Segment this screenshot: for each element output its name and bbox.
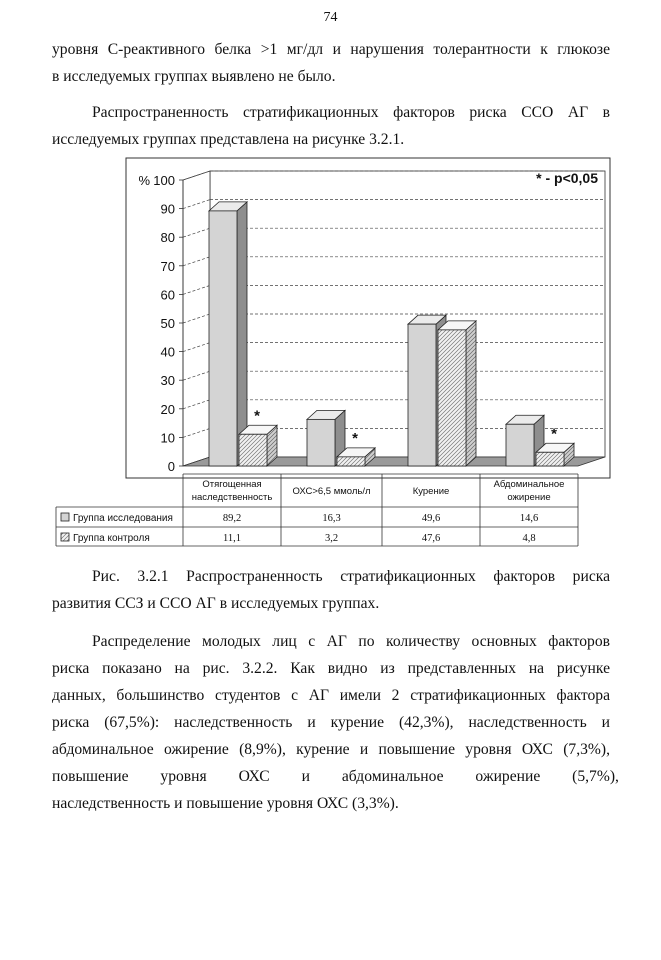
y-axis-unit-label: % <box>138 173 150 188</box>
category-label: Отягощенная <box>202 479 262 490</box>
text-line: абдоминальное ожирение (8,9%), курение и повышение уровня ОХС (7,3%), <box>52 741 610 758</box>
figure-caption <box>52 563 610 617</box>
text-line: исследуемых группах представлена на рисунке 3.2.1. <box>52 131 405 148</box>
bar-study <box>307 419 335 466</box>
y-tick-label: 90 <box>160 201 175 217</box>
legend-label: Группа контроля <box>73 533 150 544</box>
significance-star: * <box>551 425 557 443</box>
y-tick-label: 30 <box>160 373 175 389</box>
bar-control <box>536 452 564 466</box>
legend-swatch <box>61 513 69 521</box>
legend-label: Группа исследования <box>73 513 173 524</box>
text-line: риска (67,5%): наследственность и курение (42,3%), наследственность и <box>52 714 610 731</box>
significance-star: * <box>352 429 358 447</box>
bar-study <box>209 211 237 466</box>
bar-study-side <box>237 202 247 466</box>
text-line: наследственность и повышение уровня ОХС (3,3%). <box>52 795 399 812</box>
data-label: 16,3 <box>322 513 341 524</box>
category-label: ОХС>6,5 ммоль/л <box>292 486 371 497</box>
data-label: 3,2 <box>324 533 339 544</box>
page-number: 74 <box>323 10 338 25</box>
data-label: 47,6 <box>421 533 441 544</box>
text-line: повышение уровня ОХС и абдоминальное ожирение (5,7%), <box>52 768 619 785</box>
data-label: 49,6 <box>421 513 441 524</box>
bar-study <box>506 424 534 466</box>
category-label: наследственность <box>191 492 273 503</box>
y-tick-label: 80 <box>160 230 175 246</box>
category-label: ожирение <box>507 492 551 503</box>
text-line: Распространенность стратификационных факторов риска ССО АГ в <box>92 104 610 121</box>
y-tick-label: 0 <box>167 459 175 474</box>
data-label: 11,1 <box>223 533 241 544</box>
y-tick-label: 60 <box>160 287 175 303</box>
y-tick-label: 40 <box>160 344 175 360</box>
text-line: риска показано на рис. 3.2.2. Как видно из представленных на рисунке <box>52 660 610 677</box>
y-tick-label: 100 <box>153 173 175 188</box>
text-line: Распределение молодых лиц с АГ по количеству основных факторов <box>92 633 610 650</box>
data-label: 14,6 <box>519 513 539 524</box>
y-tick-label: 70 <box>160 258 175 274</box>
caption-line: развития ССЗ и ССО АГ в исследуемых группах. <box>52 595 380 612</box>
caption-line: Рис. 3.2.1 Распространенность стратификационных факторов риска <box>92 568 610 585</box>
bar-control <box>337 457 365 466</box>
bar-control <box>239 434 267 466</box>
y-tick-label: 10 <box>160 430 175 446</box>
y-tick-label: 20 <box>160 401 175 417</box>
data-label: 89,2 <box>222 513 242 524</box>
legend-swatch <box>61 533 69 541</box>
bar-control <box>438 330 466 466</box>
data-label: 4,8 <box>522 533 536 544</box>
category-label: Абдоминальное <box>493 479 565 490</box>
bar-control-side <box>466 321 476 466</box>
bar-study <box>408 324 436 466</box>
paragraph-3 <box>52 628 619 817</box>
category-label: Курение <box>412 486 450 497</box>
text-line: данных, большинство студентов с АГ имели 2 стратификационных фактора <box>52 687 610 704</box>
y-tick-label: 50 <box>160 316 175 331</box>
side-wall <box>183 171 210 466</box>
significance-star: * <box>254 407 260 425</box>
significance-annotation: * - p<0,05 <box>536 170 598 186</box>
text-line: уровня С-реактивного белка >1 мг/дл и нарушения толерантности к глюкозе <box>52 41 610 58</box>
text-line: в исследуемых группах выявлено не было. <box>52 68 336 85</box>
